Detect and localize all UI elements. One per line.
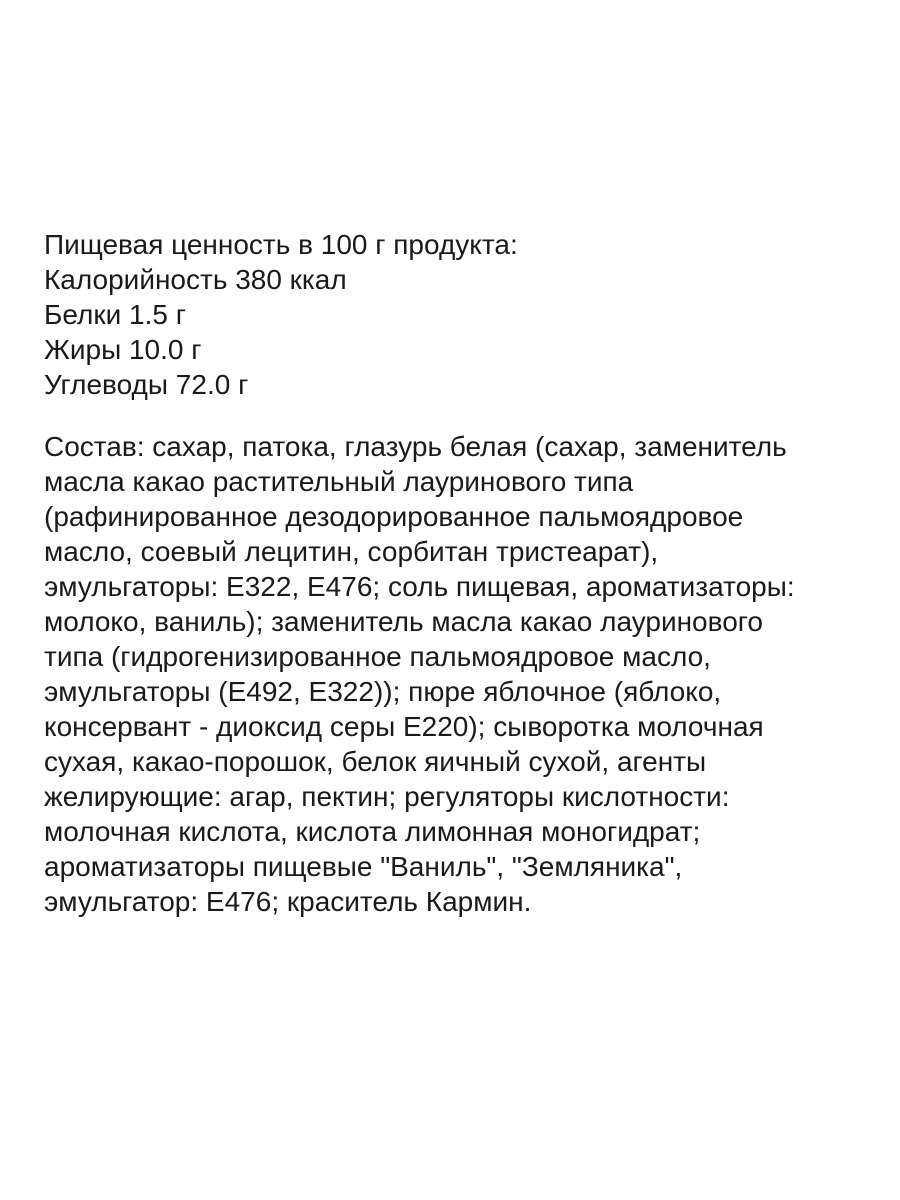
composition-line: эмульгаторы (Е492, Е322)); пюре яблочное (яблоко,	[44, 676, 722, 707]
nutrition-protein: Белки 1.5 г	[44, 299, 186, 330]
composition-text	[44, 429, 795, 919]
composition-line: масло, соевый лецитин, сорбитан тристеарат),	[44, 536, 659, 567]
composition-line: (рафинированное дезодорированное пальмоядровое	[44, 501, 744, 532]
composition-line: молоко, ваниль); заменитель масла какао лауринового	[44, 606, 763, 637]
composition-line: масла какао растительный лауринового типа	[44, 466, 634, 497]
nutrition-calories: Калорийность 380 ккал	[44, 264, 347, 295]
nutrition-carbs: Углеводы 72.0 г	[44, 369, 249, 400]
composition-line: Состав: сахар, патока, глазурь белая (сахар, заменитель	[44, 431, 787, 462]
composition-line: типа (гидрогенизированное пальмоядровое масло,	[44, 641, 711, 672]
composition-line: желирующие: агар, пектин; регуляторы кислотности:	[44, 781, 730, 812]
composition-line: молочная кислота, кислота лимонная моногидрат;	[44, 816, 701, 847]
composition-line: эмульгаторы: Е322, Е476; соль пищевая, ароматизаторы:	[44, 571, 795, 602]
composition-line: ароматизаторы пищевые "Ваниль", "Земляника",	[44, 851, 683, 882]
composition-line: сухая, какао-порошок, белок яичный сухой, агенты	[44, 746, 707, 777]
nutrition-fat: Жиры 10.0 г	[44, 334, 202, 365]
composition-line: эмульгатор: Е476; краситель Кармин.	[44, 886, 532, 917]
nutrition-heading: Пищевая ценность в 100 г продукта:	[44, 229, 518, 260]
composition-line: консервант - диоксид серы Е220); сыворотка молочная	[44, 711, 764, 742]
nutrition-facts	[44, 227, 518, 402]
